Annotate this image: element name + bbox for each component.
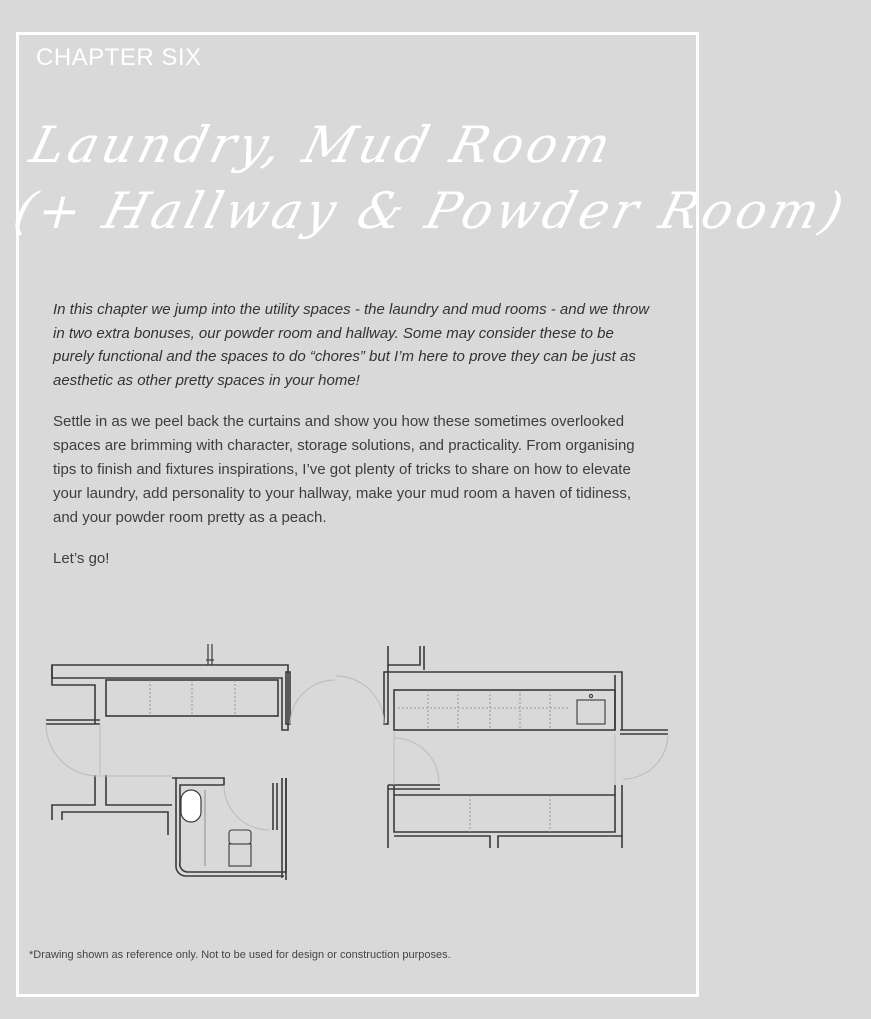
chapter-label: CHAPTER SIX bbox=[36, 44, 202, 71]
floor-plan-mudroom-hallway bbox=[380, 640, 680, 855]
intro-paragraph: In this chapter we jump into the utility spaces - the laundry and mud rooms - and we throw in two extra bonuses, our powder room and hallway. Some may consider these to be purely functional and the spaces to do “chores” but I’m here to prove they can be just as aesthetic as other pretty spaces in your home! bbox=[53, 301, 650, 389]
body-paragraph: Settle in as we peel back the curtains and show you how these sometimes overlooked spaces are brimming with character, storage solutions, and practicality. From organising tips to finish and fixtures inspirations, I’ve got plenty of tricks to share on how to elevate your laundry, add personality to your hallway, make your mud room a haven of tidiness, and your powder room pretty as a peach. bbox=[53, 413, 635, 526]
drawing-disclaimer: *Drawing shown as reference only. Not to be used for design or construction purposes. bbox=[29, 949, 451, 961]
chapter-title bbox=[7, 112, 854, 244]
floor-plan-laundry-powder bbox=[40, 640, 300, 890]
closing-line: Let’s go! bbox=[53, 550, 110, 567]
chapter-title-line-1: Laundry, Mud Room bbox=[24, 116, 621, 174]
chapter-title-line-2: (+ Hallway & Powder Room) bbox=[8, 182, 854, 240]
